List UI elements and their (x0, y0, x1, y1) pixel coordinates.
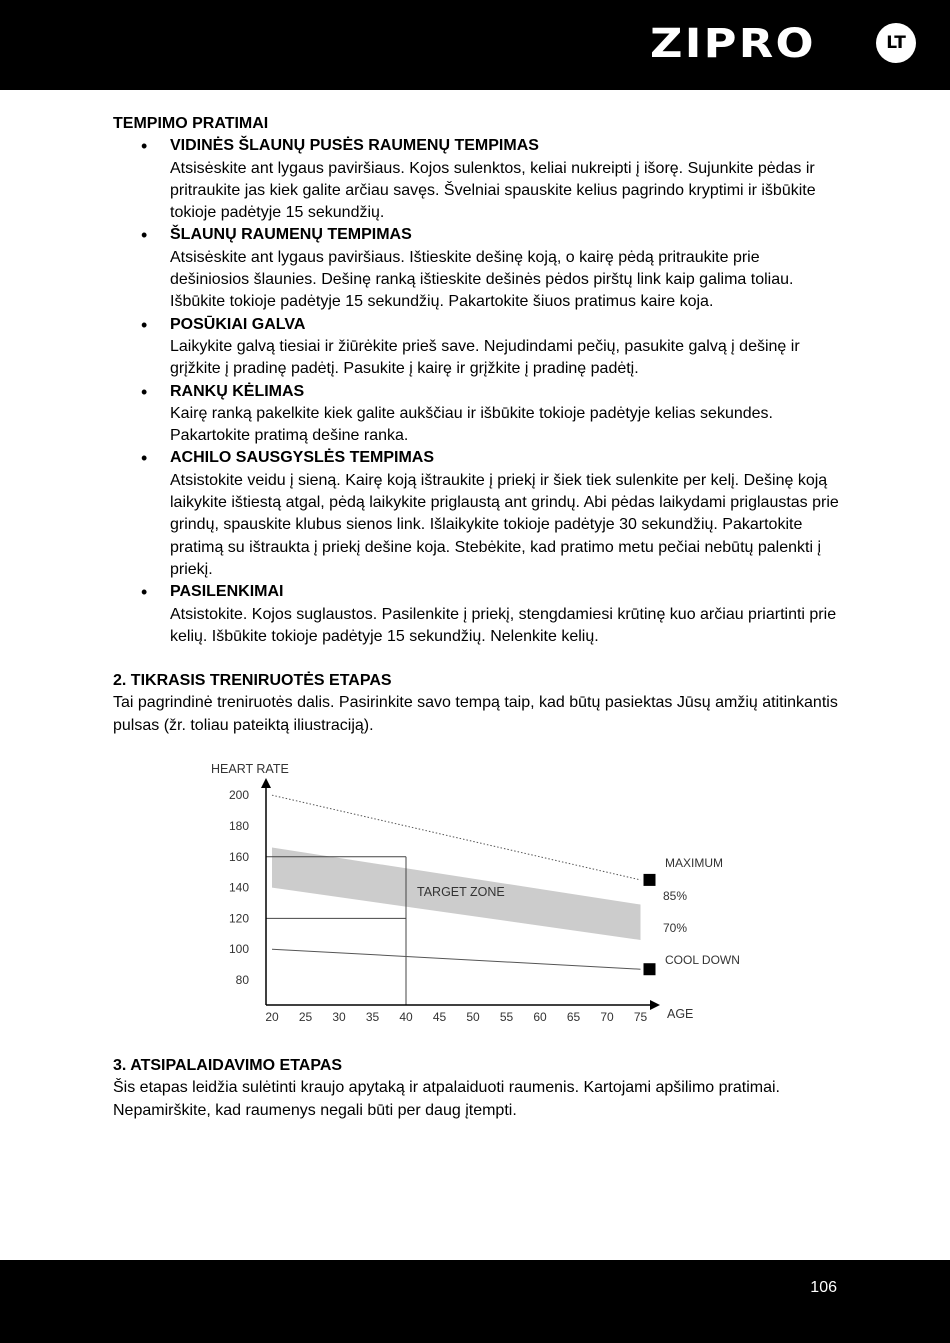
list-item (113, 381, 843, 448)
list-item (113, 581, 843, 648)
language-badge: LT (876, 23, 916, 63)
exercise-title: • POSŪKIAI GALVA (170, 315, 306, 333)
series-label: MAXIMUM (665, 856, 723, 870)
chart-svg (200, 756, 752, 1032)
x-tick-label: 70 (600, 1010, 614, 1024)
list-item (113, 314, 843, 381)
section-2-title: 2. TIKRASIS TRENIRUOTĖS ETAPAS (113, 672, 392, 690)
stretch-heading: TEMPIMO PRATIMAI (113, 115, 269, 132)
y-axis-label: HEART RATE (211, 762, 289, 776)
x-tick-label: 75 (633, 1010, 648, 1024)
exercise-title: • ŠLAUNŲ RAUMENŲ TEMPIMAS (170, 226, 412, 244)
x-tick-label: 25 (298, 1010, 313, 1024)
page-number: 106 (810, 1279, 837, 1296)
exercise-text: Atsisėskite ant lygaus paviršiaus. Ištieskite dešinę koją, o kairę pėdą pritraukite prie dešiniosios šlaunies. Dešinę ranką ištieskite dešinės pėdos pirštų link kaip galima toliau. Išbūkite tokioje padėtyje 15 sekundžių. Pakartokite šiuos pratimus kaire koja. (170, 248, 794, 311)
exercise-title: • PASILENKIMAI (170, 583, 284, 601)
exercise-text: Atsistokite veidu į sieną. Kairę koją ištraukite į priekį ir šiek tiek sulenkite per kelį. Dešinę koją laikykite ištiestą atgal, pėdą laikykite priglaustą ant grindų. Abi pėdas laikydami priglaustas prie grindų, spauskite klubus sienos link. Išlaikykite tokioje padėtyje 30 sekundžių. Pakartokite pratimą su ištraukta į priekį dešine koja. Stebėkite, kad pratimo metu pečiai nebūtų palenkti į priekį. (170, 471, 839, 578)
x-tick-label: 35 (365, 1010, 380, 1024)
zipro-logo: ZIPRO (650, 21, 816, 67)
exercise-title: • RANKŲ KĖLIMAS (170, 382, 305, 400)
y-tick-label: 200 (228, 788, 249, 803)
list-item (113, 135, 843, 224)
x-tick-label: 55 (499, 1010, 514, 1024)
y-tick-label: 100 (228, 942, 249, 957)
x-tick-label: 50 (466, 1010, 480, 1024)
exercise-text: Atsistokite. Kojos suglaustos. Pasilenkite į priekį, stengdamiesi krūtinę kuo arčiau priartinti prie kelių. Išbūkite tokioje padėtyje 15 sekundžių. Nelenkite kelių. (170, 605, 837, 645)
y-tick-label: 140 (228, 880, 249, 895)
y-tick-label: 160 (228, 849, 249, 864)
list-item (113, 447, 843, 581)
x-tick-label: 40 (399, 1010, 413, 1024)
x-tick-label: 45 (432, 1010, 447, 1024)
y-axis-arrow (261, 778, 271, 788)
x-axis-label: AGE (667, 1007, 694, 1021)
x-tick-label: 60 (533, 1010, 547, 1024)
y-tick-label: 120 (228, 911, 249, 926)
exercise-text: Atsisėskite ant lygaus paviršiaus. Kojos sulenktos, keliai nukreipti į išorę. Sujunkite pėdas ir pritraukite jas kiek galite arčiau savęs. Švelniai spauskite kelius pagrindo kryptimi ir išbūkite tokioje padėtyje 15 sekundžių. (170, 159, 816, 222)
main-content (113, 113, 843, 737)
series-line (272, 949, 641, 969)
list-item (113, 224, 843, 313)
exercise-text: Laikykite galvą tiesiai ir žiūrėkite prieš save. Nejudindami pečių, pasukite galvą į dešinę ir grįžkite į pradinę padėtį. Pasukite į kairę ir grįžkite į pradinę padėtį. (170, 337, 800, 378)
section-3-text: Šis etapas leidžia sulėtinti kraujo apytaką ir atpalaiduoti raumenis. Kartojami apšilimo pratimai. Nepamirškite, kad raumenys negali būti per daug įtempti. (113, 1079, 780, 1119)
series-end-marker (644, 874, 656, 886)
x-tick-label: 65 (566, 1010, 581, 1024)
section-3-title: 3. ATSIPALAIDAVIMO ETAPAS (113, 1057, 343, 1074)
stretch-list (113, 135, 843, 648)
x-tick-label: 20 (265, 1010, 279, 1024)
target-zone-label: TARGET ZONE (417, 885, 505, 899)
series-end-marker (644, 963, 656, 975)
heart-rate-chart (200, 756, 752, 1032)
exercise-text: Kairę ranką pakelkite kiek galite aukščiau ir išbūkite tokioje padėtyje kelias sekundes. Pakartokite pratimą dešine ranka. (170, 404, 773, 445)
exercise-title: • VIDINĖS ŠLAUNŲ PUSĖS RAUMENŲ TEMPIMAS (170, 137, 539, 155)
x-axis-arrow (650, 1000, 660, 1010)
section-2-text: Tai pagrindinė treniruotės dalis. Pasirinkite savo tempą taip, kad būtų pasiektas Jūsų amžių atitinkantis pulsas (žr. toliau pateiktą iliustraciją). (113, 694, 838, 734)
section-3 (113, 1055, 843, 1122)
exercise-title: • ACHILO SAUSGYSLĖS TEMPIMAS (170, 449, 435, 467)
header-bar (0, 0, 950, 90)
series-label: 85% (663, 889, 688, 903)
footer-bar (0, 1260, 950, 1343)
y-tick-label: 180 (228, 819, 249, 833)
y-tick-label: 80 (235, 973, 249, 987)
series-label: 70% (663, 921, 688, 935)
section-2 (113, 670, 843, 737)
x-tick-label: 30 (332, 1010, 346, 1024)
series-label: COOL DOWN (665, 953, 740, 967)
